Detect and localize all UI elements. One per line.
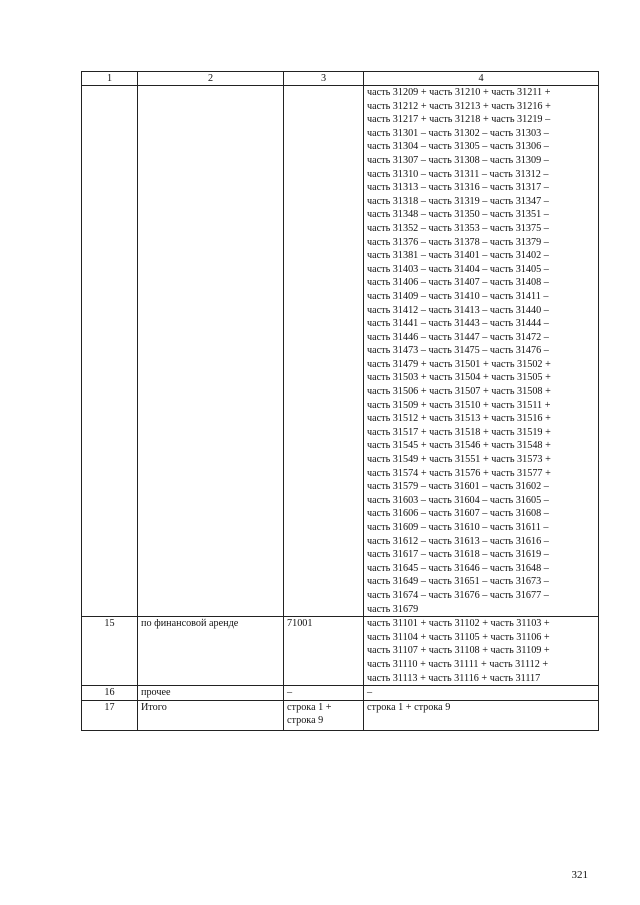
formula-line: часть 31545 + часть 31546 + часть 31548 + <box>367 440 551 452</box>
cell-formula <box>364 700 599 730</box>
table-row <box>82 617 599 686</box>
formula-line: часть 31645 – часть 31646 – часть 31648 – <box>367 562 549 574</box>
formula-line: часть 31649 – часть 31651 – часть 31673 – <box>367 576 549 588</box>
formula-line: часть 31679 <box>367 603 419 615</box>
row-name: Итого <box>138 700 284 730</box>
formula-line: часть 31217 + часть 31218 + часть 31219 – <box>367 114 551 126</box>
cell-empty <box>138 86 284 617</box>
formula-line: часть 31113 + часть 31116 + часть 31117 <box>367 672 541 684</box>
formula-line: часть 31412 – часть 31413 – часть 31440 – <box>367 304 549 316</box>
header-col-3: 3 <box>284 72 364 86</box>
formula-line: часть 31318 – часть 31319 – часть 31347 – <box>367 195 549 207</box>
formula-line: часть 31674 – часть 31676 – часть 31677 – <box>367 589 549 601</box>
formula-line: часть 31549 + часть 31551 + часть 31573 + <box>367 454 551 466</box>
cell-formula <box>364 86 599 617</box>
formula-line: строка 1 + <box>287 701 332 713</box>
formula-line: часть 31512 + часть 31513 + часть 31516 + <box>367 413 551 425</box>
accounts-table <box>81 71 599 731</box>
header-col-4: 4 <box>364 72 599 86</box>
cell-formula <box>364 617 599 686</box>
formula-line: часть 31609 – часть 31610 – часть 31611 – <box>367 522 549 533</box>
formula-line: часть 31506 + часть 31507 + часть 31508 + <box>367 386 551 398</box>
table-row <box>82 686 599 701</box>
formula-line: часть 31509 + часть 31510 + часть 31511 + <box>367 399 551 411</box>
formula-line: часть 31107 + часть 31108 + часть 31109 + <box>367 645 550 657</box>
header-col-1: 1 <box>82 72 138 86</box>
formula-line: часть 31473 – часть 31475 – часть 31476 – <box>367 345 549 357</box>
row-name: по финансовой аренде <box>138 617 284 686</box>
table-row-continuation <box>82 86 599 617</box>
row-name: прочее <box>138 686 284 701</box>
formula-line: часть 31310 – часть 31311 – часть 31312 – <box>367 168 549 180</box>
formula-line: часть 31503 + часть 31504 + часть 31505 + <box>367 372 551 384</box>
formula-line: часть 31574 + часть 31576 + часть 31577 + <box>367 467 551 479</box>
cell-formula <box>364 686 599 701</box>
formula-line: часть 31307 – часть 31308 – часть 31309 – <box>367 154 549 166</box>
formula-line: часть 31301 – часть 31302 – часть 31303 – <box>367 127 549 139</box>
formula-line: часть 31446 – часть 31447 – часть 31472 – <box>367 331 549 343</box>
formula-line: часть 31517 + часть 31518 + часть 31519 + <box>367 426 551 438</box>
header-col-2: 2 <box>138 72 284 86</box>
formula-line: – <box>367 687 373 699</box>
formula-line: часть 31606 – часть 31607 – часть 31608 – <box>367 508 549 520</box>
page-number: 321 <box>571 869 588 881</box>
formula-line: часть 31409 – часть 31410 – часть 31411 – <box>367 290 549 302</box>
formula-line: часть 31603 – часть 31604 – часть 31605 – <box>367 494 549 506</box>
formula-line: часть 31348 – часть 31350 – часть 31351 – <box>367 209 549 221</box>
formula-line: часть 31403 – часть 31404 – часть 31405 – <box>367 263 549 275</box>
row-code: 71001 <box>284 617 364 686</box>
header-row <box>82 72 599 86</box>
formula-line: строка 1 + строка 9 <box>367 701 451 713</box>
formula-line: часть 31441 – часть 31443 – часть 31444 – <box>367 318 549 330</box>
cell-empty <box>284 86 364 617</box>
formula-line: часть 31212 + часть 31213 + часть 31216 + <box>367 100 551 112</box>
row-code: – <box>284 686 364 701</box>
row-code <box>284 700 364 730</box>
formula-line: часть 31304 – часть 31305 – часть 31306 – <box>367 141 549 153</box>
formula-line: строка 9 <box>287 715 324 727</box>
formula-line: часть 31101 + часть 31102 + часть 31103 + <box>367 618 550 630</box>
table-row <box>82 700 599 730</box>
formula-line: часть 31209 + часть 31210 + часть 31211 + <box>367 87 551 98</box>
formula-line: часть 31579 – часть 31601 – часть 31602 – <box>367 481 549 493</box>
formula-line: часть 31381 – часть 31401 – часть 31402 – <box>367 250 549 262</box>
row-number: 15 <box>82 617 138 686</box>
cell-empty <box>82 86 138 617</box>
row-number: 17 <box>82 700 138 730</box>
formula-line: часть 31612 – часть 31613 – часть 31616 – <box>367 535 549 547</box>
row-number: 16 <box>82 686 138 701</box>
formula-line: часть 31406 – часть 31407 – часть 31408 – <box>367 277 549 289</box>
formula-line: часть 31479 + часть 31501 + часть 31502 + <box>367 358 551 370</box>
formula-line: часть 31376 – часть 31378 – часть 31379 – <box>367 236 549 248</box>
formula-line: часть 31617 – часть 31618 – часть 31619 – <box>367 549 549 561</box>
formula-line: часть 31110 + часть 31111 + часть 31112 + <box>367 658 549 670</box>
formula-line: часть 31352 – часть 31353 – часть 31375 – <box>367 222 549 234</box>
formula-line: часть 31313 – часть 31316 – часть 31317 – <box>367 182 549 194</box>
formula-line: часть 31104 + часть 31105 + часть 31106 + <box>367 631 550 643</box>
